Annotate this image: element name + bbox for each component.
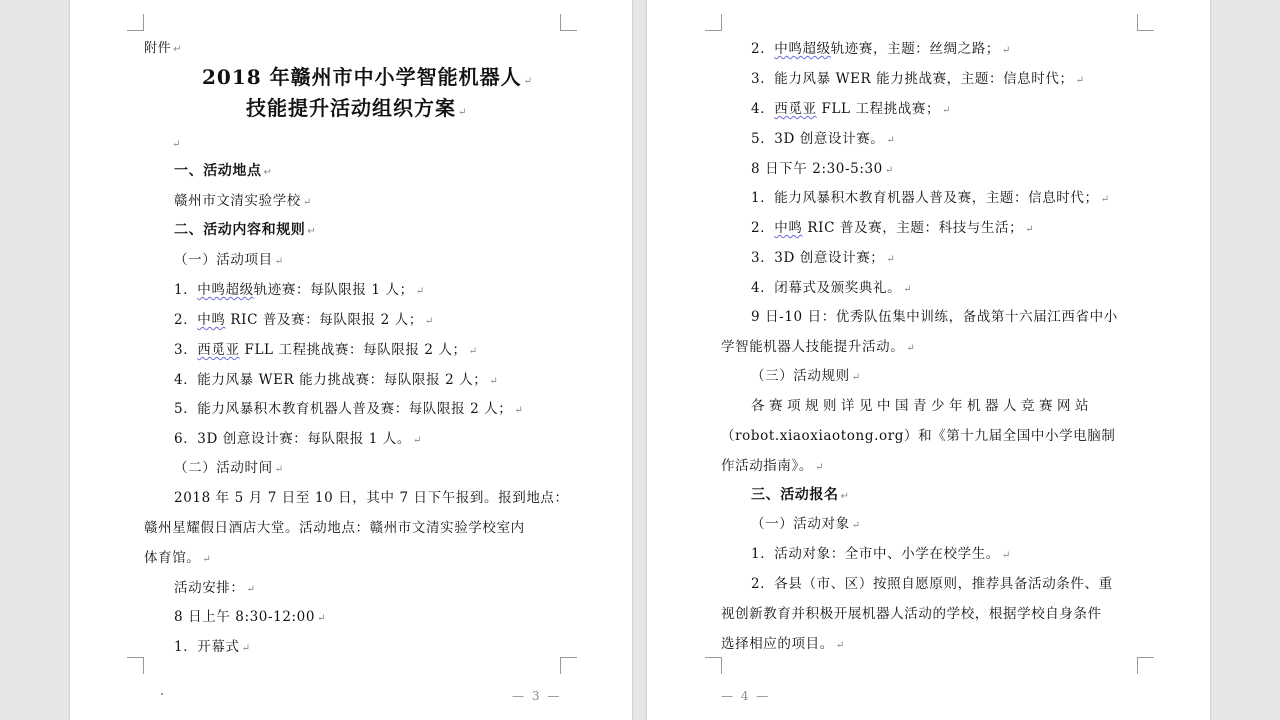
document-page-4 [647,0,1210,720]
list-item: 1．中鸣超级轨迹赛：每队限报 1 人； ↵ [174,282,425,298]
list-item: 3．能力风暴 WER 能力挑战赛，主题：信息时代； ↵ [751,71,1085,87]
rules-paragraph-line1: 各赛项规则详见中国青少年机器人竞赛网站 [751,398,1093,414]
participants-item: 1．活动对象：全市中、小学在校学生。 ↵ [751,546,1011,562]
list-item: 2．中鸣超级轨迹赛，主题：丝绸之路； ↵ [751,41,1011,57]
afternoon-schedule-label: 8 日下午 2:30-5:30 ↵ [751,161,894,177]
list-item: 4．闭幕式及颁奖典礼。 ↵ [751,280,913,296]
margin-corner-top-right [560,14,577,31]
location-text: 赣州市文清实验学校 ↵ [174,193,312,209]
training-paragraph-line2: 学智能机器人技能提升活动。 ↵ [721,339,916,355]
county-paragraph-line3: 选择相应的项目。 ↵ [721,636,845,652]
list-item: 5．3D 创意设计赛。 ↵ [751,131,896,147]
margin-corner-bottom-right [1137,657,1154,674]
subsection-heading-participants: （一）活动对象 ↵ [751,516,861,532]
subsection-heading-projects: （一）活动项目 ↵ [174,252,284,268]
rules-paragraph-line3: 作活动指南》。 ↵ [721,458,824,474]
opening-ceremony-item: 1．开幕式 ↵ [174,639,251,655]
document-title-line1: 2018 年赣州市中小学智能机器人 ↵ [202,65,534,89]
list-item: 1．能力风暴积木教育机器人普及赛，主题：信息时代； ↵ [751,190,1110,206]
subsection-heading-rules: （三）活动规则 ↵ [751,368,861,384]
section-heading-content-rules: 二、活动内容和规则 ↵ [174,222,317,238]
list-item: 2．中鸣 RIC 普及赛，主题：科技与生活； ↵ [751,220,1035,236]
page-number: — 3 — [512,689,562,703]
list-item: 5．能力风暴积木教育机器人普及赛：每队限报 2 人； ↵ [174,401,524,417]
footer-dot [161,693,163,695]
document-title-line2: 技能提升活动组织方案 ↵ [246,96,468,120]
margin-corner-bottom-left [127,657,144,674]
list-item: 4．能力风暴 WER 能力挑战赛：每队限报 2 人； ↵ [174,372,499,388]
schedule-label: 活动安排： ↵ [174,580,256,596]
section-heading-registration: 三、活动报名 ↵ [751,487,850,503]
margin-corner-top-left [127,14,144,31]
list-item: 3．3D 创意设计赛； ↵ [751,250,896,266]
margin-corner-bottom-left [705,657,722,674]
subsection-heading-time: （二）活动时间 ↵ [174,460,284,476]
morning-schedule-label: 8 日上午 8:30-12:00 ↵ [174,609,327,625]
margin-corner-top-right [1137,14,1154,31]
margin-corner-bottom-right [560,657,577,674]
county-paragraph-line1: 2．各县（市、区）按照自愿原则，推荐具备活动条件、重 [751,576,1113,592]
county-paragraph-line2: 视创新教育并积极开展机器人活动的学校，根据学校自身条件 [721,606,1102,622]
margin-corner-top-left [705,14,722,31]
attachment-label: 附件 ↵ [144,41,183,56]
page-number: — 4 — [721,689,771,703]
list-item: 4．西觅亚 FLL 工程挑战赛； ↵ [751,101,952,117]
document-page-3 [70,0,632,720]
time-paragraph-line2: 赣州星耀假日酒店大堂。活动地点：赣州市文清实验学校室内 [144,520,525,536]
list-item: 3．西觅亚 FLL 工程挑战赛：每队限报 2 人； ↵ [174,342,478,358]
empty-paragraph-mark: ↵ [172,139,181,150]
list-item: 6．3D 创意设计赛：每队限报 1 人。 ↵ [174,431,422,447]
section-heading-location: 一、活动地点 ↵ [174,163,273,179]
list-item: 2．中鸣 RIC 普及赛：每队限报 2 人； ↵ [174,312,434,328]
rules-paragraph-line2: （robot.xiaoxiaotong.org）和《第十九届全国中小学电脑制 [721,428,1116,444]
time-paragraph-line1: 2018 年 5 月 7 日至 10 日，其中 7 日下午报到。报到地点： [174,490,569,506]
time-paragraph-line3: 体育馆。 ↵ [144,550,212,566]
training-paragraph-line1: 9 日-10 日：优秀队伍集中训练，备战第十六届江西省中小 [751,309,1118,325]
